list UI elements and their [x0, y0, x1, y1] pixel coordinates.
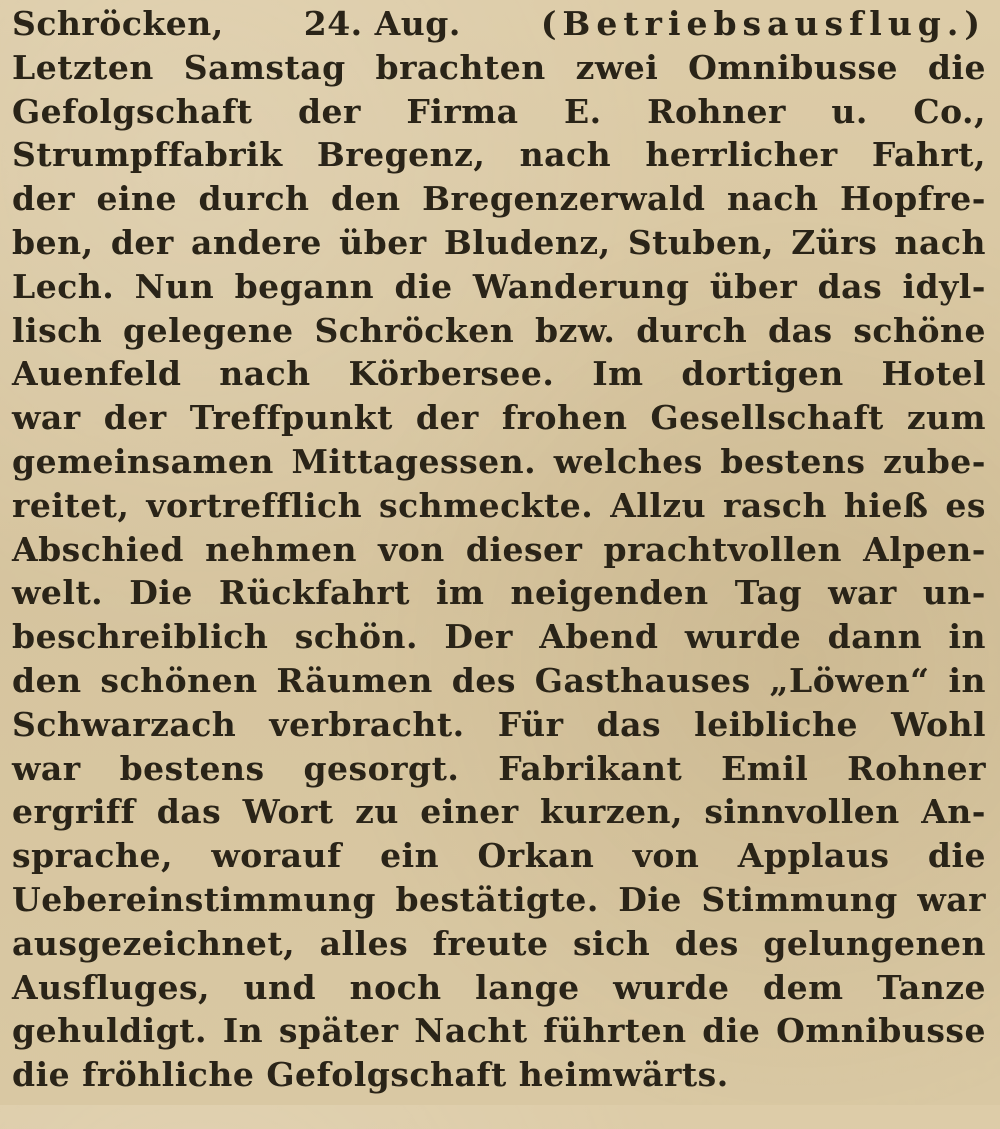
dateline-date: 24. Aug.	[303, 4, 461, 43]
article-line: Schwarzach verbracht. Für das leibliche Wohl	[12, 704, 986, 744]
article-line: den schönen Räumen des Gasthauses „Löwen“ in	[12, 660, 986, 700]
article-line: beschreiblich schön. Der Abend wurde dann in	[12, 617, 986, 657]
article-line: ausgezeichnet, alles freute sich des gelungenen	[12, 923, 986, 963]
article-line: sprache, worauf ein Orkan von Applaus die	[12, 836, 986, 876]
cut-off-line-top	[0, 0, 1000, 2]
dateline-tag: (Betriebsausflug.)	[540, 4, 986, 43]
dateline-place: Schröcken,	[12, 4, 224, 43]
article-line: Abschied nehmen von dieser prachtvollen Alpen-	[12, 529, 986, 569]
article-line: welt. Die Rückfahrt im neigenden Tag war un-	[12, 573, 986, 613]
article-line: Gefolgschaft der Firma E. Rohner u. Co.,	[12, 91, 986, 131]
dateline	[12, 2, 986, 46]
article-line: der eine durch den Bregenzerwald nach Hopfre-	[12, 179, 986, 219]
article-line: gehuldigt. In später Nacht führten die Omnibusse	[12, 1011, 986, 1051]
cut-off-line-bottom	[0, 1103, 1000, 1129]
article-line: Uebereinstimmung bestätigte. Die Stimmung war	[12, 879, 986, 919]
article-line: Auenfeld nach Körbersee. Im dortigen Hotel	[12, 354, 986, 394]
article-line: ergriff das Wort zu einer kurzen, sinnvollen An-	[12, 792, 986, 832]
article-line: Strumpffabrik Bregenz, nach herrlicher Fahrt,	[12, 135, 986, 175]
article-line: gemeinsamen Mittagessen. welches bestens zube-	[12, 441, 986, 481]
article-line: Ausfluges, und noch lange wurde dem Tanze	[12, 967, 986, 1007]
article-line: die fröhliche Gefolgschaft heimwärts.	[12, 1055, 729, 1095]
article-line: Letzten Samstag brachten zwei Omnibusse die	[12, 47, 986, 87]
article-line: Lech. Nun begann die Wanderung über das idyl-	[12, 266, 986, 306]
article-body	[12, 46, 986, 1097]
article-line: war der Treffpunkt der frohen Gesellschaft zum	[12, 398, 986, 438]
article-line: lisch gelegene Schröcken bzw. durch das schöne	[12, 310, 986, 350]
article-line: reitet, vortrefflich schmeckte. Allzu rasch hieß es	[12, 485, 986, 525]
article-line: ben, der andere über Bludenz, Stuben, Zürs nach	[12, 222, 986, 262]
article-line: war bestens gesorgt. Fabrikant Emil Rohner	[12, 748, 986, 788]
